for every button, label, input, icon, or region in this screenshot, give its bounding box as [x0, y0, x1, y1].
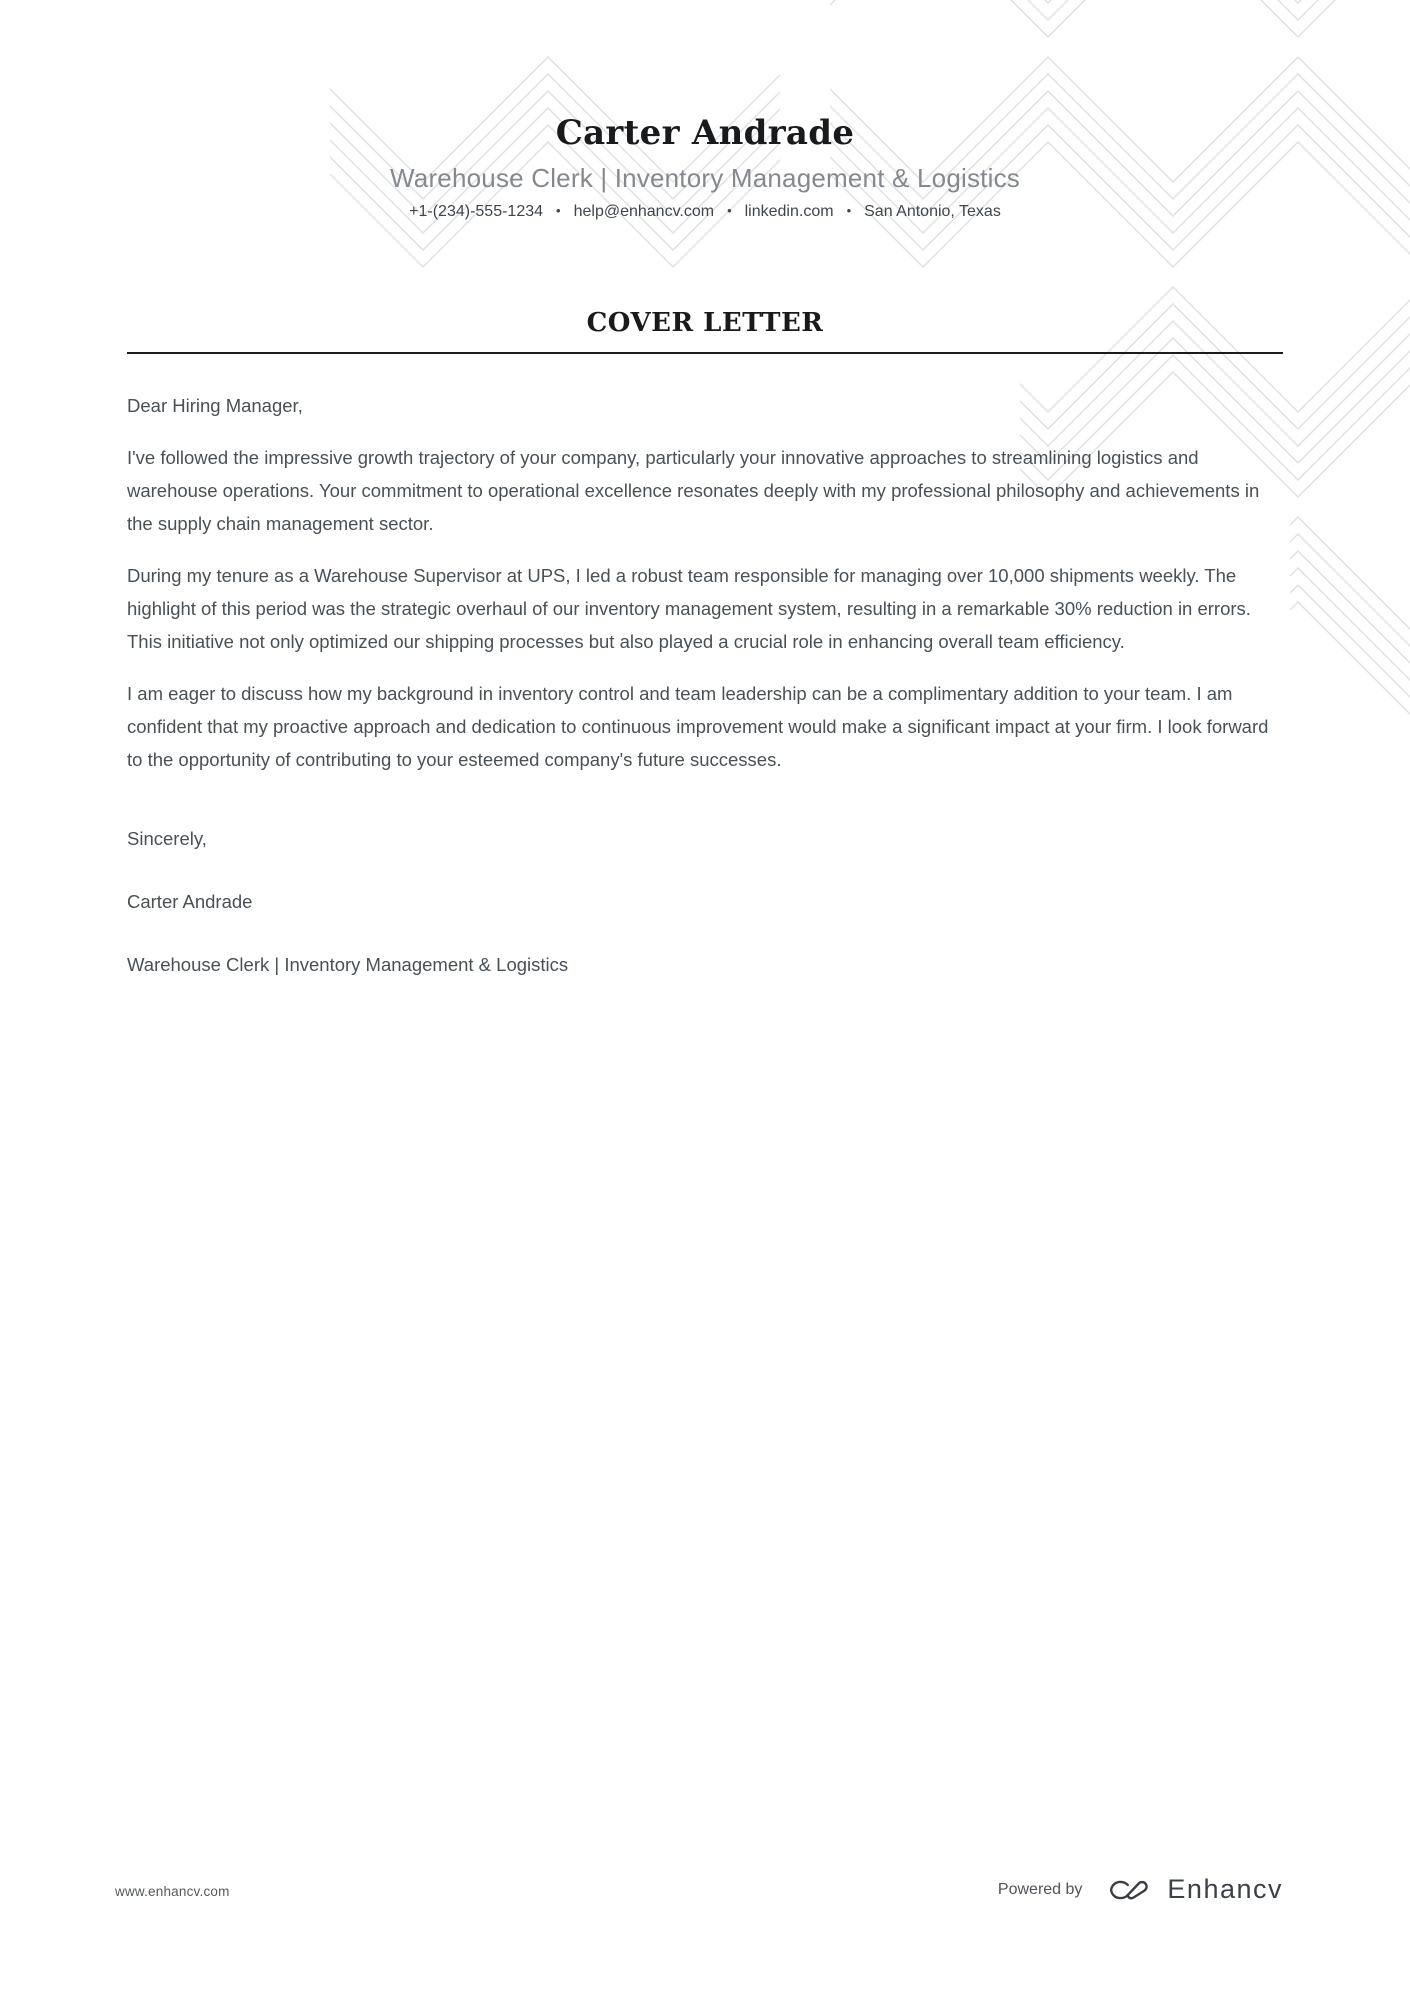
closing: Sincerely, [127, 828, 207, 849]
contact-linkedin[interactable]: linkedin.com [744, 203, 834, 220]
footer-website-link[interactable]: www.enhancv.com [115, 1884, 230, 1899]
signature-role: Warehouse Clerk | Inventory Management & Logistics [127, 954, 569, 975]
candidate-name: Carter Andrade [555, 113, 855, 153]
signature-name: Carter Andrade [127, 891, 253, 912]
heading-divider [127, 352, 1283, 354]
body-paragraph-3: I am eager to discuss how my background in inventory control and team leadership can be a complimentary addition to your team. I am confident that my proactive approach and dedication to continuous improvement would make a significant impact at your firm. I look forward to the opportunity of contributing to your esteemed company's future successes. [127, 683, 1269, 770]
body-paragraph-1: I've followed the impressive growth trajectory of your company, particularly your innovative approaches to streamlining logistics and warehouse operations. Your commitment to operational excellence resonates deeply with my professional philosophy and achievements in the supply chain management sector. [127, 447, 1260, 534]
enhancv-logo-icon [1108, 1876, 1154, 1904]
bullet-separator: • [727, 203, 732, 218]
contact-email[interactable]: help@enhancv.com [573, 203, 715, 220]
chevron-pattern-right-edge [1290, 510, 1410, 770]
letter-body [127, 389, 1285, 1000]
footer-branding [998, 1874, 1283, 1905]
enhancv-wordmark[interactable]: Enhancv [1167, 1874, 1283, 1904]
bullet-separator: • [846, 203, 852, 218]
salutation: Dear Hiring Manager, [127, 395, 303, 416]
section-heading: COVER LETTER [586, 308, 824, 338]
contact-location: San Antonio, Texas [864, 203, 1001, 220]
contact-phone: +1-(234)-555-1234 [409, 203, 544, 220]
contact-line [0, 199, 1410, 224]
body-paragraph-2: During my tenure as a Warehouse Supervisor at UPS, I led a robust team responsible for managing over 10,000 shipments weekly. The highlight of this period was the strategic overhaul of our inventory management system, resulting in a remarkable 30% reduction in errors. This initiative not only optimized our shipping processes but also played a crucial role in enhancing overall team efficiency. [127, 565, 1251, 652]
bullet-separator: • [556, 203, 561, 218]
candidate-job-title: Warehouse Clerk | Inventory Management & Logistics [390, 163, 1020, 193]
powered-by-label: Powered by [997, 1880, 1083, 1898]
